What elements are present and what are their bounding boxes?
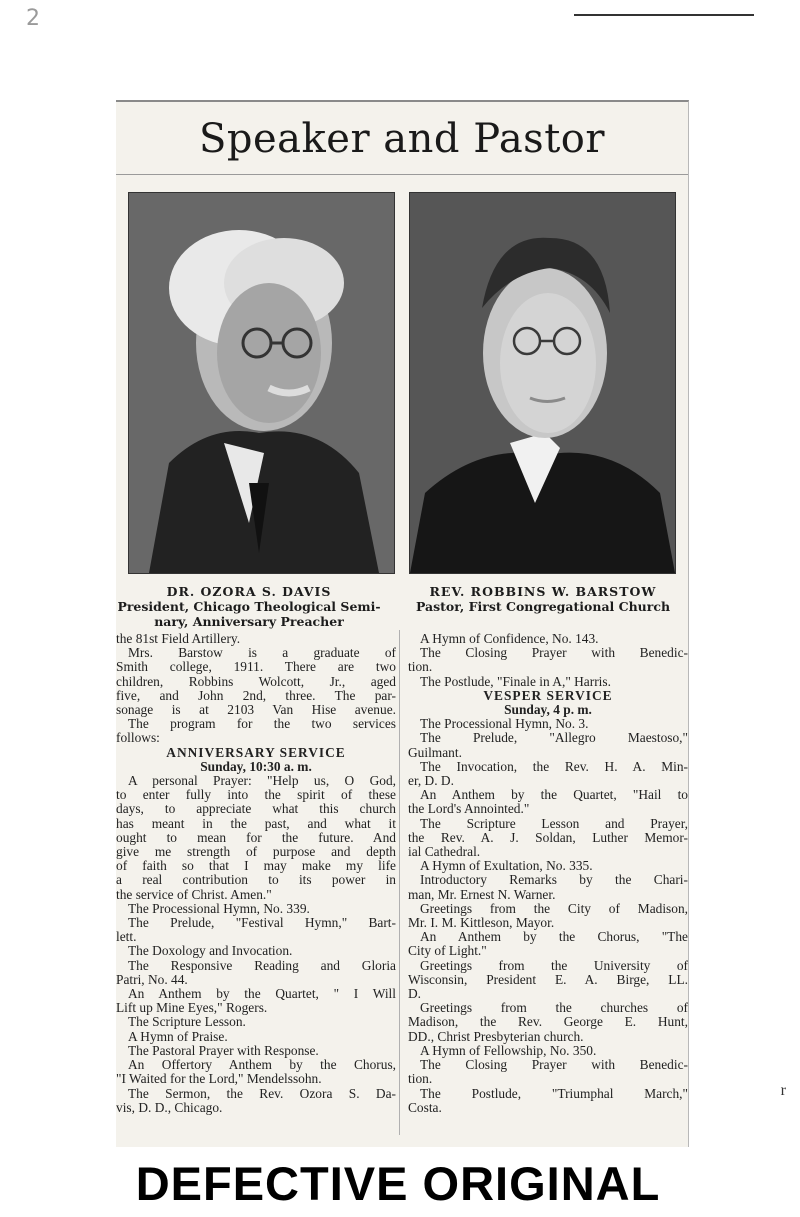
column-divider (399, 630, 400, 1135)
text-line: Patri, No. 44. (116, 971, 188, 987)
text-line: ial Cathedral. (408, 844, 481, 860)
text-line: vis, D. D., Chicago. (116, 1099, 223, 1115)
anniversary-service-heading: ANNIVERSARY SERVICE (166, 744, 346, 760)
vesper-service-heading: VESPER SERVICE (483, 687, 613, 703)
headline-rule (116, 174, 688, 175)
text-line: of faith so that I may make my life (116, 858, 396, 874)
caption-davis-line2: nary, Anniversary Preacher (154, 614, 344, 629)
anniversary-service-time: Sunday, 10:30 a. m. (200, 758, 312, 774)
text-line: Introductory Remarks by the Chari- (420, 872, 688, 888)
text-line: er, D. D. (408, 773, 454, 789)
caption-barstow (398, 584, 688, 614)
text-line: The Sermon, the Rev. Ozora S. Da- (128, 1085, 396, 1101)
text-line: The program for the two services (128, 716, 396, 732)
text-line: Greetings from the City of Madison, (420, 900, 688, 916)
caption-barstow-line1: Pastor, First Congregational Church (415, 599, 671, 614)
caption-davis-line1: President, Chicago Theological Semi- (117, 599, 381, 614)
text-line: Mr. I. M. Kittleson, Mayor. (408, 915, 555, 931)
text-line: to enter fully into the spirit of these (116, 787, 396, 803)
left-column (116, 632, 396, 1115)
text-line: The Prelude, "Festival Hymn," Bart- (128, 915, 396, 931)
edge-mark: r (780, 1082, 786, 1099)
text-line: children, Robbins Wolcott, Jr., aged (116, 673, 396, 689)
text-line: The Postlude, "Finale in A," Harris. (420, 673, 611, 689)
text-line: Wisconsin, President E. A. Birge, LL. (408, 971, 688, 987)
portrait-davis-photo (128, 192, 395, 574)
text-line: An Anthem by the Chorus, "The (420, 929, 688, 945)
text-line: Lift up Mine Eyes," Rogers. (116, 1000, 268, 1016)
text-line: lett. (116, 929, 137, 945)
text-line: Costa. (408, 1099, 442, 1115)
portrait-barstow-photo (409, 192, 676, 574)
top-edge-blot (574, 0, 754, 16)
text-line: An Anthem by the Quartet, " I Will (128, 986, 396, 1002)
text-line: Mrs. Barstow is a graduate of (128, 645, 396, 661)
headline: Speaker and Pastor (199, 116, 605, 162)
text-line: The Closing Prayer with Benedic- (420, 645, 688, 661)
text-line: The Pastoral Prayer with Response. (128, 1042, 319, 1058)
text-line: A personal Prayer: "Help us, O God, (128, 773, 396, 789)
page-number-mark: 2 (26, 6, 40, 31)
text-line: The Postlude, "Triumphal March," (420, 1085, 688, 1101)
text-line: has meant in the past, and what it (116, 815, 396, 831)
text-line: City of Light." (408, 943, 487, 959)
text-line: The Doxology and Invocation. (128, 943, 293, 959)
text-line: a real contribution to its power in (116, 872, 396, 888)
text-line: A Hymn of Exultation, No. 335. (420, 858, 593, 874)
text-line: give me strength of purpose and depth (116, 844, 396, 860)
text-line: the Lord's Annointed." (408, 801, 530, 817)
newspaper-clipping (116, 100, 689, 1147)
text-line: tion. (408, 659, 433, 675)
text-line: Greetings from the University of (420, 957, 688, 973)
caption-davis (104, 584, 394, 629)
text-line: Guilmant. (408, 744, 462, 760)
right-column (408, 632, 688, 1115)
text-line: An Anthem by the Quartet, "Hail to (420, 787, 688, 803)
text-line: Smith college, 1911. There are two (116, 659, 396, 675)
text-line: The Processional Hymn, No. 339. (128, 900, 310, 916)
text-line: The Processional Hymn, No. 3. (420, 716, 589, 732)
vesper-service-time: Sunday, 4 p. m. (504, 702, 592, 718)
text-line: Greetings from the churches of (420, 1000, 688, 1016)
text-line: D. (408, 986, 422, 1002)
text-line: A Hymn of Confidence, No. 143. (420, 631, 599, 646)
text-line: follows: (116, 730, 160, 746)
text-line: ought to mean for the future. And (116, 829, 396, 845)
caption-barstow-name: REV. ROBBINS W. BARSTOW (429, 584, 657, 599)
text-line: A Hymn of Fellowship, No. 350. (420, 1042, 597, 1058)
text-line: A Hymn of Praise. (128, 1028, 228, 1044)
text-line: The Invocation, the Rev. H. A. Min- (420, 758, 688, 774)
caption-davis-name: DR. OZORA S. DAVIS (166, 584, 332, 599)
text-line: An Offertory Anthem by the Chorus, (128, 1057, 396, 1073)
text-line: sonage is at 2103 Van Hise avenue. (116, 702, 396, 718)
text-line: Madison, the Rev. George E. Hunt, (408, 1014, 688, 1030)
text-line: the 81st Field Artillery. (116, 631, 241, 646)
text-line: The Responsive Reading and Gloria (128, 957, 396, 973)
text-line: days, to appreciate what this church (116, 801, 396, 817)
text-line: The Closing Prayer with Benedic- (420, 1057, 688, 1073)
text-line: The Prelude, "Allegro Maestoso," (420, 730, 688, 746)
text-line: "I Waited for the Lord," Mendelssohn. (116, 1071, 322, 1087)
text-line: man, Mr. Ernest N. Warner. (408, 886, 556, 902)
text-line: The Scripture Lesson and Prayer, (420, 815, 688, 831)
text-line: tion. (408, 1071, 433, 1087)
text-line: the service of Christ. Amen." (116, 886, 272, 902)
text-line: The Scripture Lesson. (128, 1014, 246, 1030)
text-line: the Rev. A. J. Soldan, Luther Memor- (408, 829, 688, 845)
defective-original-stamp: DEFECTIVE ORIGINAL (135, 1157, 661, 1210)
text-line: DD., Christ Presbyterian church. (408, 1028, 584, 1044)
text-line: five, and John 2nd, three. The par- (116, 687, 396, 703)
